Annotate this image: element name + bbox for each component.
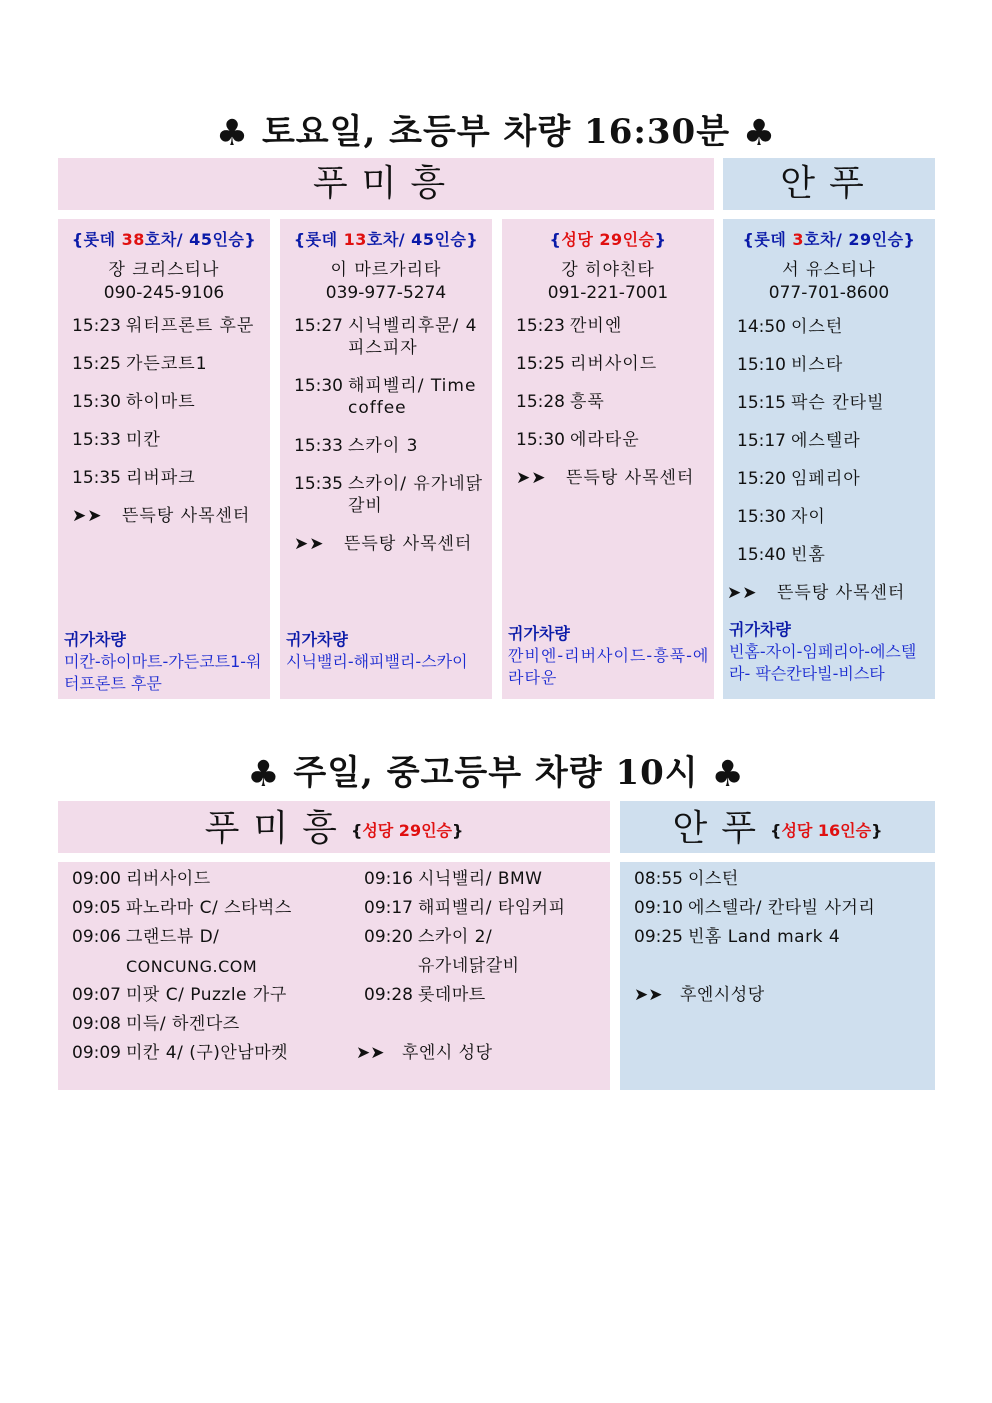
- stop-list: [727, 316, 929, 604]
- stop-name: 해피밸리/ 타임커피: [418, 898, 566, 918]
- stop-name: 유가네닭갈비: [418, 956, 520, 976]
- stop-item: [72, 923, 292, 952]
- stop-time: 08:55: [634, 869, 683, 889]
- driver-info: [502, 259, 714, 305]
- destination: [294, 533, 486, 555]
- stop-name: 미팟 C/ Puzzle 가구: [126, 985, 287, 1005]
- stop-time: 15:35: [72, 468, 121, 488]
- stop-name: 흥푹: [570, 392, 605, 412]
- saturday-title-text: 토요일, 초등부 차량 16:30분: [261, 112, 731, 152]
- stop-time: 15:33: [294, 436, 343, 456]
- stop-item: [72, 315, 264, 337]
- return-route-text: 미칸-하이마트-가든코트1-워터프론트 후문: [64, 652, 262, 693]
- sunday-right-destination: [634, 981, 765, 1010]
- stop-name: 스카이/ 유가네닭갈비: [348, 474, 484, 516]
- stop-time: [364, 952, 418, 981]
- stop-time: 09:07: [72, 985, 121, 1005]
- stop-name: 팍슨 칸타빌: [791, 393, 885, 413]
- stop-name: 하이마트: [126, 392, 196, 412]
- club-icon: ♣: [215, 113, 250, 154]
- stop-time: 14:50: [737, 317, 786, 337]
- stop-item: [364, 923, 566, 952]
- bus-suffix: }: [654, 230, 667, 249]
- stop-time: 09:09: [72, 1043, 121, 1063]
- stop-time: 09:10: [634, 898, 683, 918]
- stop-name: 리버사이드: [570, 354, 658, 374]
- bus-info: [280, 227, 492, 250]
- destination: [72, 505, 264, 527]
- sunday-left-stops: [72, 865, 292, 1068]
- driver-name: 이 마르가리타: [330, 260, 442, 280]
- sunday-anpu-title: 안푸: [672, 808, 771, 849]
- stop-item: [294, 473, 486, 517]
- bus-info: [502, 227, 714, 250]
- driver-name: 장 크리스티나: [108, 260, 220, 280]
- stop-time: 09:05: [72, 898, 121, 918]
- sunday-anpu-panel: [620, 862, 935, 1090]
- stop-item: [72, 353, 264, 375]
- driver-name: 강 히야친타: [561, 260, 655, 280]
- return-route: [286, 629, 490, 673]
- stop-item: [364, 894, 566, 923]
- stop-name: 워터프론트 후문: [126, 316, 255, 336]
- stop-time: 09:20: [364, 927, 413, 947]
- destination-name: 후엔시 성당: [402, 1043, 493, 1063]
- stop-time: 15:10: [737, 355, 786, 375]
- stop-name: 이스턴: [688, 869, 739, 889]
- stop-item: [364, 981, 566, 1010]
- stop-item: [72, 952, 292, 981]
- return-route-text: 빈홈-자이-임페리아-에스텔라- 팍슨칸타빌-비스타: [729, 642, 917, 683]
- stop-time: [72, 952, 126, 981]
- driver-phone: 090-245-9106: [103, 283, 225, 303]
- bus-suffix: 호차/ 45인승}: [366, 230, 479, 249]
- bus-prefix: {롯데: [742, 230, 793, 249]
- sunday-mid-destination: [356, 1039, 493, 1068]
- sunday-pumihung-bus: [351, 821, 463, 840]
- stop-time: 15:27: [294, 316, 343, 336]
- stop-name: 해피벨리/ Time coffee: [348, 376, 477, 418]
- stop-item: [72, 1010, 292, 1039]
- stop-name: 가든코트1: [126, 354, 208, 374]
- club-icon: ♣: [247, 754, 281, 795]
- stop-name: 시닉벨리후문/ 4피스피자: [348, 316, 478, 358]
- stop-name: 이스턴: [791, 317, 844, 337]
- sunday-anpu-bus: [770, 821, 882, 840]
- sunday-title-text: 주일, 중고등부 차량 10시: [293, 753, 699, 793]
- stop-item: [294, 375, 486, 419]
- bus-prefix: {: [549, 230, 562, 249]
- stop-name: 스카이 3: [348, 436, 419, 456]
- bus-capacity: 성당 29인승: [362, 821, 452, 840]
- sunday-pumihung-title: 푸미흥: [204, 808, 351, 849]
- arrow-icon: ➤➤: [516, 468, 547, 488]
- stop-time: 15:23: [72, 316, 121, 336]
- stop-item: [516, 353, 708, 375]
- stop-time: 15:30: [516, 430, 565, 450]
- stop-name: 깐비엔: [570, 316, 623, 336]
- stop-time: 09:08: [72, 1014, 121, 1034]
- stop-time: 15:40: [737, 545, 786, 565]
- bus-prefix: {롯데: [293, 230, 344, 249]
- route-column-2: [280, 219, 492, 699]
- bus-number: 38: [121, 230, 145, 249]
- destination-name: 뜬득탕 사목센터: [566, 468, 695, 488]
- stop-item: [294, 315, 486, 359]
- stop-time: 09:00: [72, 869, 121, 889]
- bus-brace: }: [871, 821, 883, 840]
- stop-time: 15:35: [294, 474, 343, 494]
- stop-item: [634, 923, 875, 952]
- bus-suffix: 호차/ 29인승}: [804, 230, 916, 249]
- destination: [516, 467, 708, 489]
- sunday-anpu-header: [620, 801, 935, 853]
- stop-name: 임페리아: [791, 469, 861, 489]
- bus-capacity: 성당 16인승: [781, 821, 872, 840]
- return-label: 귀가차량: [729, 620, 791, 639]
- stop-item: [737, 392, 929, 414]
- stop-time: 15:15: [737, 393, 786, 413]
- pumihung-header: 푸미흥: [58, 158, 714, 210]
- stop-time: 15:28: [516, 392, 565, 412]
- stop-list: [294, 315, 486, 555]
- return-label: 귀가차량: [286, 630, 348, 649]
- stop-name: 그랜드뷰 D/: [126, 927, 220, 947]
- stop-name: 시닉밸리/ BMW: [418, 869, 543, 889]
- stop-item: [364, 952, 566, 981]
- driver-phone: 091-221-7001: [547, 283, 669, 303]
- stop-item: [294, 435, 486, 457]
- stop-item: [737, 316, 929, 338]
- club-icon: ♣: [711, 754, 745, 795]
- stop-time: 09:28: [364, 985, 413, 1005]
- bus-number: 13: [343, 230, 367, 249]
- driver-name: 서 유스티나: [782, 260, 876, 280]
- stop-item: [72, 894, 292, 923]
- arrow-icon: ➤➤: [72, 506, 103, 526]
- stop-time: 15:17: [737, 431, 786, 451]
- destination-name: 뜬득탕 사목센터: [344, 534, 473, 554]
- stop-name: CONCUNG.COM: [126, 957, 258, 976]
- stop-time: 09:25: [634, 927, 683, 947]
- stop-item: [634, 865, 875, 894]
- stop-time: 15:30: [72, 392, 121, 412]
- stop-time: 15:30: [294, 376, 343, 396]
- driver-phone: 039-977-5274: [325, 283, 447, 303]
- driver-info: [58, 259, 270, 305]
- stop-item: [72, 865, 292, 894]
- stop-name: 리버사이드: [126, 869, 211, 889]
- route-column-1: [58, 219, 270, 699]
- bus-brace: {: [770, 821, 782, 840]
- saturday-title: [0, 104, 992, 154]
- destination: [356, 1039, 493, 1068]
- return-route: [508, 623, 712, 689]
- stop-item: [516, 315, 708, 337]
- bus-brace: {: [350, 821, 363, 840]
- driver-phone: 077-701-8600: [768, 283, 890, 303]
- stop-name: 빈홈 Land mark 4: [688, 927, 841, 947]
- destination-name: 후엔시성당: [680, 985, 765, 1005]
- destination: [727, 582, 929, 604]
- stop-name: 롯데마트: [418, 985, 486, 1005]
- destination: [634, 981, 765, 1010]
- stop-item: [516, 429, 708, 451]
- stop-item: [737, 354, 929, 376]
- arrow-icon: ➤➤: [727, 583, 758, 603]
- sunday-mid-stops: [364, 865, 566, 1010]
- stop-time: 15:25: [516, 354, 565, 374]
- stop-item: [737, 430, 929, 452]
- stop-time: 15:20: [737, 469, 786, 489]
- stop-name: 에스텔라: [791, 431, 861, 451]
- driver-info: [280, 259, 492, 305]
- stop-time: 15:25: [72, 354, 121, 374]
- bus-info: [58, 227, 270, 250]
- sunday-pumihung-panel: [58, 862, 610, 1090]
- return-route: [64, 629, 268, 695]
- bus-suffix: 호차/ 45인승}: [144, 230, 257, 249]
- stop-list: [72, 315, 264, 527]
- bus-number: 성당 29인승: [561, 230, 655, 249]
- bus-number: 3: [792, 230, 805, 249]
- stop-item: [72, 429, 264, 451]
- stop-item: [364, 865, 566, 894]
- stop-name: 파노라마 C/ 스타벅스: [126, 898, 292, 918]
- return-route-text: 시닉밸리-해피밸리-스카이: [286, 652, 468, 671]
- stop-item: [72, 467, 264, 489]
- stop-name: 미득/ 하겐다즈: [126, 1014, 240, 1034]
- stop-item: [737, 544, 929, 566]
- stop-name: 리버파크: [126, 468, 196, 488]
- arrow-icon: ➤➤: [356, 1043, 385, 1063]
- bus-info: [723, 227, 935, 250]
- stop-item: [516, 391, 708, 413]
- stop-name: 스카이 2/: [418, 927, 493, 947]
- stop-item: [72, 391, 264, 413]
- destination-name: 뜬득탕 사목센터: [122, 506, 251, 526]
- route-column-4: [723, 219, 935, 699]
- stop-item: [634, 894, 875, 923]
- stop-name: 미칸 4/ (구)안남마켓: [126, 1043, 289, 1063]
- return-route-text: 깐비엔-리버사이드-흥푹-에라타운: [508, 646, 710, 687]
- bus-prefix: {롯데: [71, 230, 122, 249]
- stop-time: 09:17: [364, 898, 413, 918]
- stop-name: 빈홈: [791, 545, 826, 565]
- arrow-icon: ➤➤: [294, 534, 325, 554]
- stop-time: 09:06: [72, 927, 121, 947]
- stop-name: 자이: [791, 507, 826, 527]
- stop-name: 미칸: [126, 430, 161, 450]
- stop-name: 에라타운: [570, 430, 640, 450]
- stop-name: 에스텔라/ 칸타빌 사거리: [688, 898, 876, 918]
- driver-info: [723, 259, 935, 305]
- stop-time: 15:33: [72, 430, 121, 450]
- stop-item: [72, 981, 292, 1010]
- destination-name: 뜬득탕 사목센터: [777, 583, 906, 603]
- arrow-icon: ➤➤: [634, 985, 663, 1005]
- return-route: [729, 619, 933, 685]
- stop-item: [737, 468, 929, 490]
- club-icon: ♣: [742, 113, 777, 154]
- return-label: 귀가차량: [64, 630, 126, 649]
- anpu-header: 안푸: [723, 158, 935, 210]
- stop-item: [72, 1039, 292, 1068]
- sunday-title: [0, 745, 992, 795]
- sunday-pumihung-header: [58, 801, 610, 853]
- stop-item: [737, 506, 929, 528]
- return-label: 귀가차량: [508, 624, 570, 643]
- stop-time: 15:23: [516, 316, 565, 336]
- bus-brace: }: [452, 821, 464, 840]
- stop-list: [516, 315, 708, 489]
- stop-time: 09:16: [364, 869, 413, 889]
- sunday-right-stops: [634, 865, 875, 952]
- stop-name: 비스타: [791, 355, 844, 375]
- route-column-3: [502, 219, 714, 699]
- stop-time: 15:30: [737, 507, 786, 527]
